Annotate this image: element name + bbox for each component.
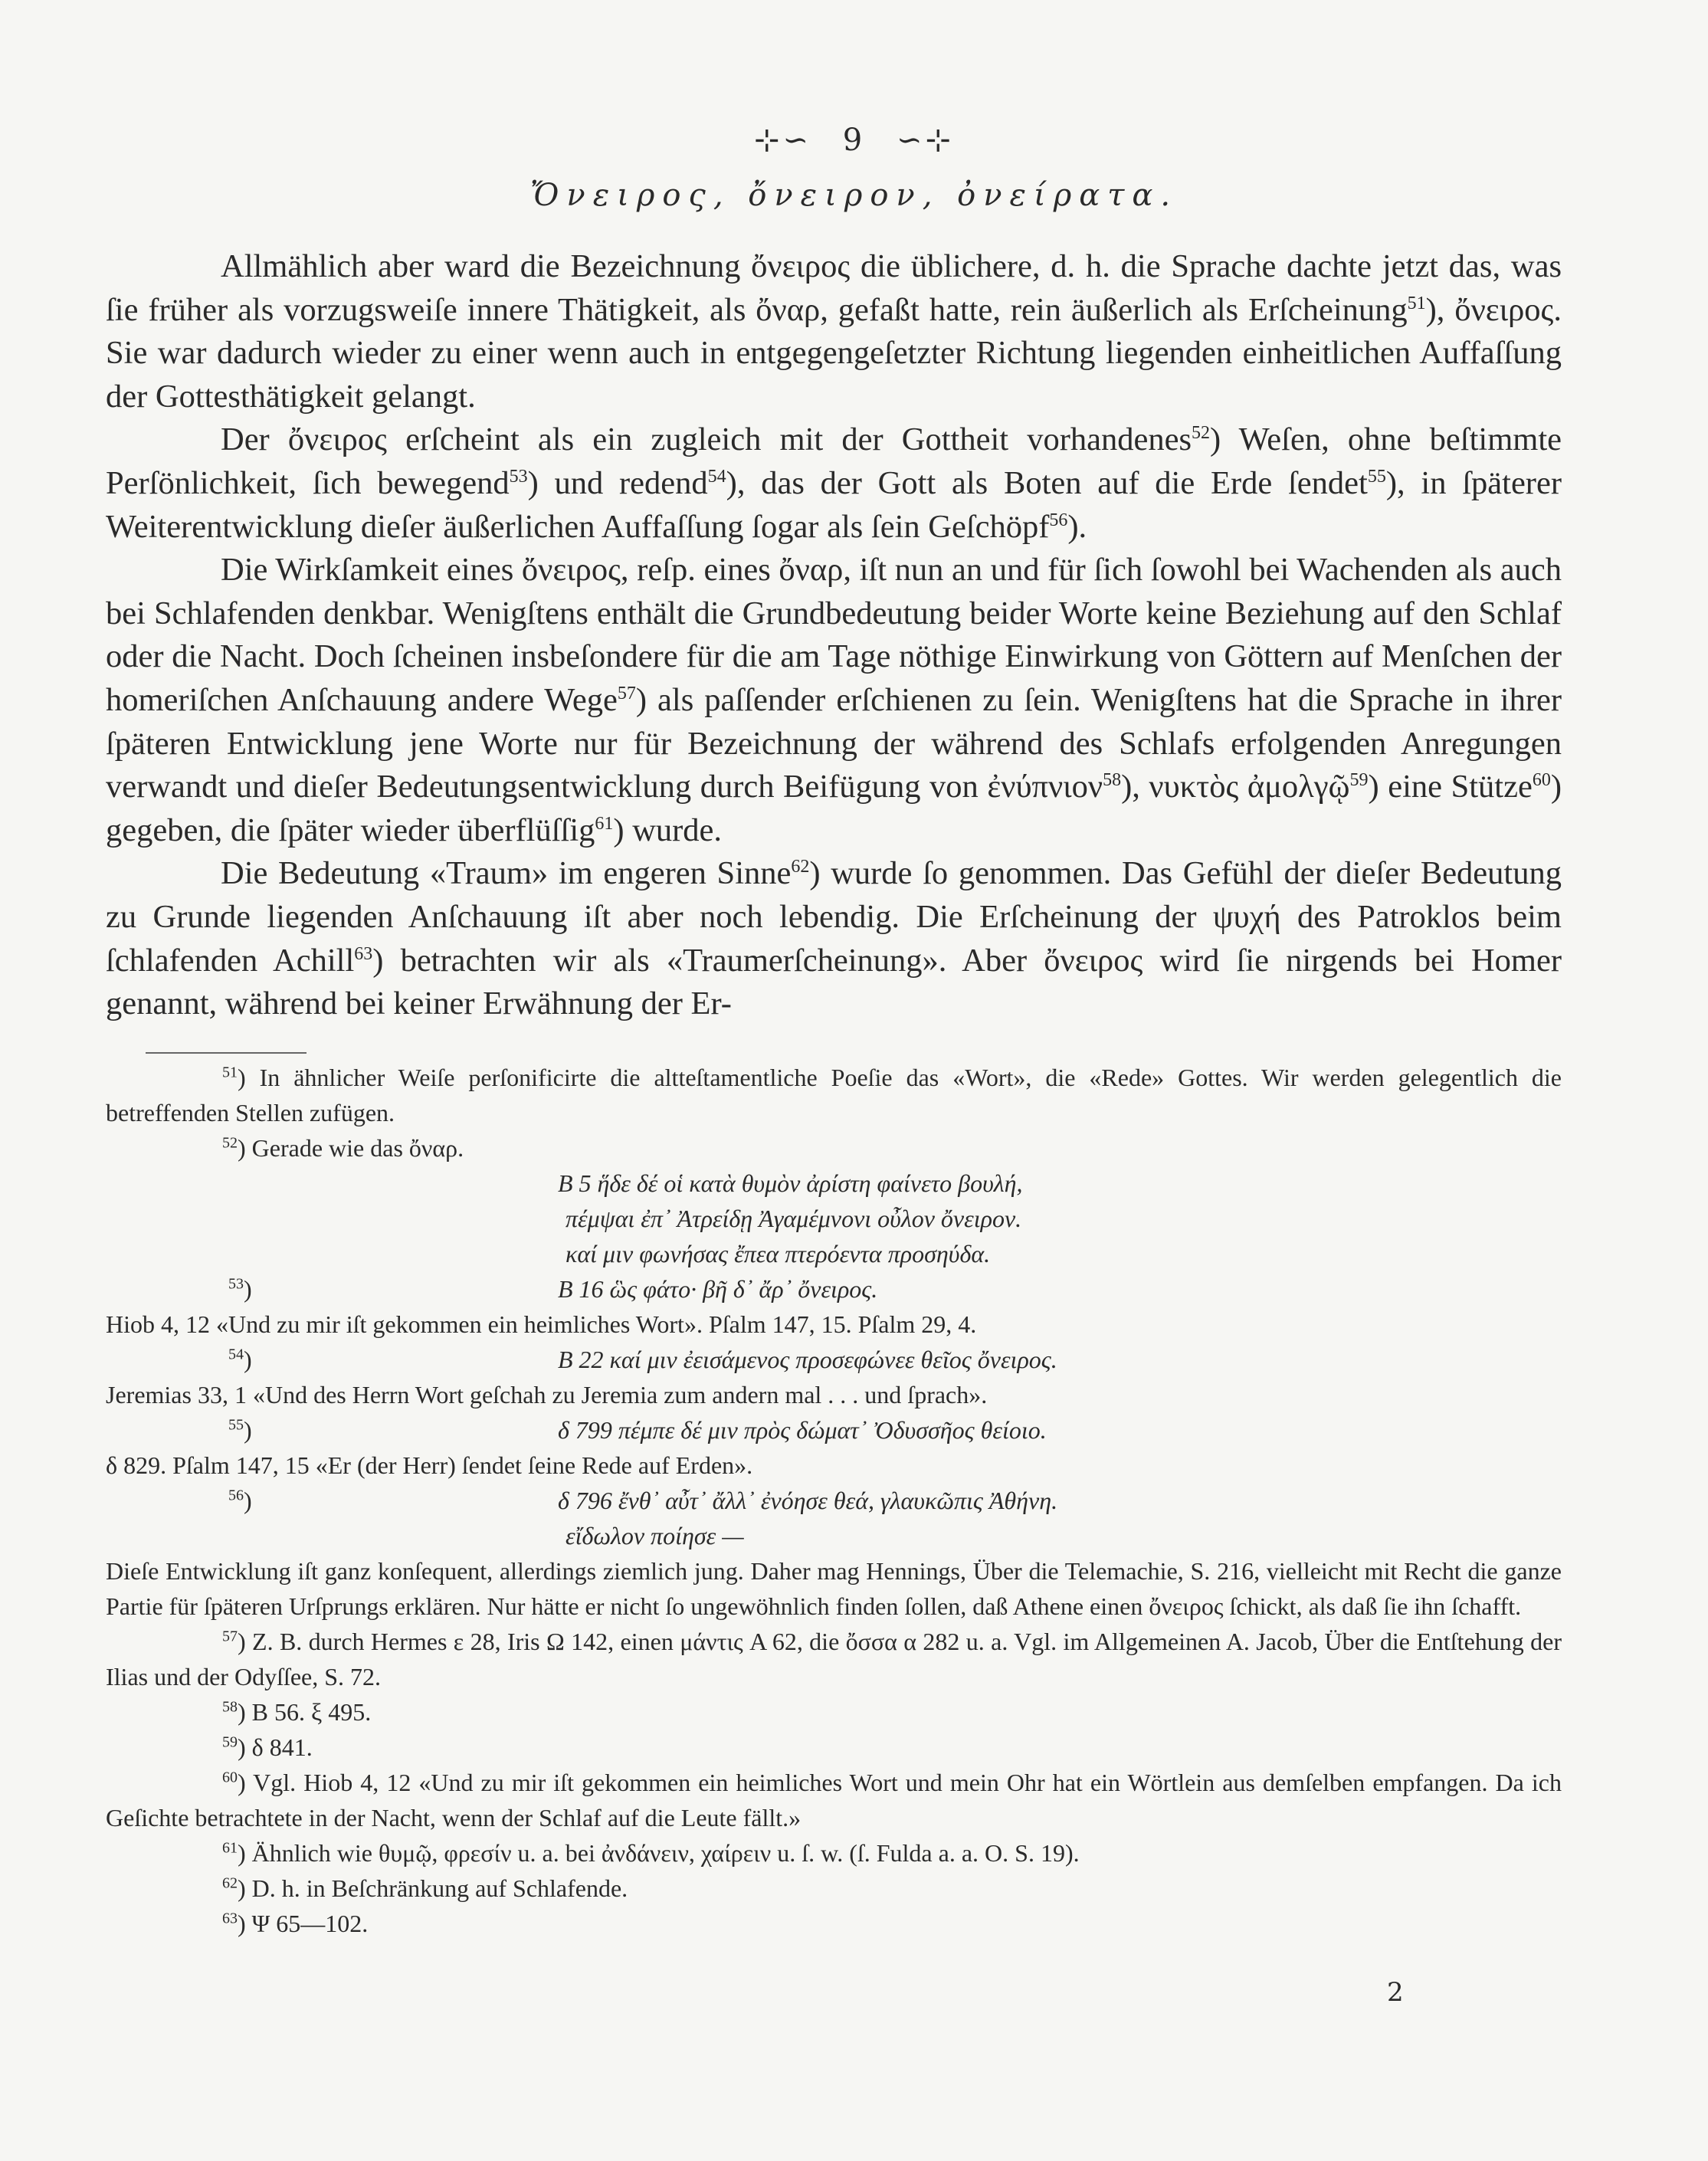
footnote-text: ) [244,1416,252,1444]
footnote-58 [106,1694,1562,1730]
text-run: ) wurde. [613,812,723,848]
text-run: ) und redend [527,464,708,501]
footnote-55 [106,1412,1562,1448]
footnote-text: ) Gerade wie das ὄναρ. [238,1134,464,1162]
footnote-ref-55[interactable]: 55 [1367,466,1386,487]
footnote-61 [106,1835,1562,1871]
footnote-60 [106,1765,1562,1835]
quote-line: πέμψαι ἐπ᾽ Ἀτρείδῃ Ἀγαμέμνονι οὖλον ὄνειρον. [566,1205,1022,1232]
footnote-ref-60[interactable]: 60 [1532,769,1551,790]
quote-line: B 22 καί μιν ἐεισάμενος προσεφώνεε θεῖος ὄνειρος. [558,1346,1057,1373]
quote-line: δ 799 πέμπε δέ μιν πρὸς δώματ᾽ Ὀδυσσῆος θείοιο. [558,1416,1047,1444]
paragraph-2 [106,418,1562,549]
text-run: ), ὄνειρος. Sie war dadurch wieder zu einer wenn auch in entgegengeſetzter Richtung liegenden einheitlichen Auffaſſung der Gottesthätigkeit gelangt. [106,291,1562,415]
footnote-number: 59 [222,1733,238,1751]
footnote-number: 53 [228,1275,244,1293]
footnote-text: ) [244,1346,252,1373]
footnote-ref-58[interactable]: 58 [1103,769,1122,790]
footnote-ref-63[interactable]: 63 [354,943,373,964]
footnote-number: 63 [222,1910,238,1927]
text-run: ) betrachten wir als «Traumerſcheinung». Aber ὄνειρος wird ſie nirgends bei Homer genannt, während bei keiner Erwähnung der Er- [106,942,1562,1022]
footnote-text: ) D. h. in Beſchränkung auf Schlafende. [238,1874,628,1902]
text-run: Die Bedeutung «Traum» im engeren Sinne [221,855,792,892]
text-run: Die Wirkſamkeit eines ὄνειρος, reſp. eines ὄναρ, iſt nun an und für ſich ſowohl bei Wachenden als auch bei Schlafenden denkbar. Wenigſtens enthält die Grundbedeutung beider Worte keine Beziehung auf den Schlaf oder die Nacht. Doch ſcheinen insbeſondere für die am Tage nöthige Einwirkung von Göttern auf Menſchen der homeriſchen Anſchauung andere Wege [106,552,1562,718]
footnote-label [106,1271,558,1307]
footnote-text: ) [244,1487,252,1514]
footnote-text: ) Ähnlich wie θυμῷ, φρεσίν u. a. bei ἀνδάνειν, χαίρειν u. ſ. w. (ſ. Fulda a. a. O. S. 19). [238,1839,1080,1867]
footnote-continuation: Hiob 4, 12 «Und zu mir iſt gekommen ein heimliches Wort». Pſalm 147, 15. Pſalm 29, 4. [106,1310,977,1338]
page-number: 9 [842,123,866,158]
footnote-62 [106,1871,1562,1906]
footnote-54 [106,1342,1562,1377]
page-header [0,123,1708,158]
footnote-56 [106,1483,1562,1518]
quote-line: B 16 ὣς φάτο· βῆ δ᾽ ἄρ᾽ ὄνειρος. [558,1275,878,1303]
text-run: ), das der Gott als Boten auf die Erde ſendet [726,464,1368,501]
footnote-ref-52[interactable]: 52 [1192,423,1211,444]
footnote-number: 62 [222,1874,238,1892]
text-run: ) Weſen, ohne beſtimmte Perſönlichkeit, ſich bewegend [106,421,1562,501]
footnote-63 [106,1906,1562,1941]
footnote-number: 56 [228,1487,244,1504]
footnote-ref-59[interactable]: 59 [1349,769,1369,790]
header-ornament-left: ⊹∽ [754,123,812,158]
text-run: ) gegeben, die ſpäter wieder überflüſſig [106,769,1562,848]
header-ornament-right: ∽⊹ [896,123,954,158]
quote-line: B 5 ἥδε δέ οἱ κατὰ θυμὸν ἀρίστη φαίνετο βουλή, [558,1169,1023,1197]
footnote-number: 54 [228,1346,244,1363]
text-run: ) eine Stütze [1368,769,1533,805]
text-run: ), in ſpäterer Weiterentwicklung dieſer äußerlichen Auffaſſung ſogar als ſein Geſchöpf [106,464,1562,545]
text-run: Allmählich aber ward die Bezeichnung ὄνειρος die üblichere, d. h. die Sprache dachte jetzt das, was ſie früher als vorzugsweiſe innere Thätigkeit, als ὄναρ, gefaßt hatte, rein äußerlich als Erſcheinung [106,248,1562,328]
paragraph-3 [106,549,1562,852]
footnotes [106,1060,1562,1941]
footnote-text: ) Ψ 65—102. [238,1910,369,1937]
footnote-59 [106,1730,1562,1765]
footnote-text: ) δ 841. [238,1733,313,1761]
footnote-continuation: δ 829. Pſalm 147, 15 «Er (der Herr) ſendet ſeine Rede auf Erden». [106,1451,753,1479]
footnote-57 [106,1624,1562,1694]
footnote-ref-53[interactable]: 53 [509,466,528,487]
footnote-label [106,1342,558,1377]
footnote-ref-57[interactable]: 57 [617,683,636,703]
section-title: Ὄνειρος, ὄνειρον, ὀνείρατα. [529,178,1179,213]
footnote-number: 57 [222,1628,238,1645]
footnote-ref-56[interactable]: 56 [1049,510,1068,530]
footnote-ref-51[interactable]: 51 [1407,293,1426,313]
signature-mark: 2 [1387,1977,1404,2008]
footnote-continuation: Jeremias 33, 1 «Und des Herrn Wort geſchah zu Jeremia zum andern mal . . . und ſprach». [106,1381,988,1408]
footnote-continuation: Dieſe Entwicklung iſt ganz konſequent, allerdings ziemlich jung. Daher mag Hennings, Über die Telemachie, S. 216, vielleicht mit Recht die ganze Partie für ſpäteren Urſprungs erklären. Nur hätte er nicht ſo ungewöhnlich finden ſollen, daß Athene einen ὄνειρος ſchickt, als daß ſie ihn ſchafft. [106,1557,1562,1620]
footnote-52 [106,1130,1562,1166]
footnote-text: ) In ähnlicher Weiſe perſonificirte die altteſtamentliche Poeſie das «Wort», die «Rede» Gottes. Wir werden gelegentlich die betreffenden Stellen zufügen. [106,1064,1562,1126]
footnote-number: 52 [222,1134,238,1152]
footnote-label [106,1483,558,1518]
text-run: ) wurde ſo genommen. Das Gefühl der dieſer Bedeutung zu Grunde liegenden Anſchauung iſt aber noch lebendig. Die Erſcheinung der ψυχή des Patroklos beim ſchlafenden Achill [106,855,1562,979]
paragraph-4 [106,852,1562,1025]
footnote-text: ) [244,1275,252,1303]
paragraph-1 [106,245,1562,418]
text-run: ) als paſſender erſchienen zu ſein. Wenigſtens hat die Sprache in ihrer ſpäteren Entwicklung jene Worte nur für Bezeichnung der während des Schlafs erfolgenden Anregungen verwandt und dieſer Bedeutungsentwicklung durch Beifügung von ἐνύπνιον [106,681,1562,805]
footnote-number: 51 [222,1064,238,1081]
footnote-number: 61 [222,1839,238,1857]
body-text [106,245,1562,1026]
footnote-number: 58 [222,1698,238,1716]
footnote-text: ) Vgl. Hiob 4, 12 «Und zu mir iſt gekommen ein heimliches Wort und mein Ohr hat ein Wörtlein aus demſelben empfangen. Da ich Geſichte betrachtete in der Nacht, wenn der Schlaf auf die Leute fällt.» [106,1769,1562,1831]
text-run: ). [1067,508,1087,545]
footnote-51 [106,1060,1562,1130]
text-run: ), νυκτὸς ἀμολγῷ [1121,769,1350,805]
text-run: Der ὄνειρος erſcheint als ein zugleich mit der Gottheit vorhandenes [221,421,1192,458]
quote-line: δ 796 ἔνθ᾽ αὖτ᾽ ἄλλ᾽ ἐνόησε θεά, γλαυκῶπις Ἀθήνη. [558,1487,1058,1514]
footnote-text: ) Z. B. durch Hermes ε 28, Iris Ω 142, einen μάντις A 62, die ὄσσα α 282 u. a. Vgl. im Allgemeinen A. Jacob, Über die Entſtehung der Ilias und der Odyſſee, S. 72. [106,1628,1562,1690]
footnote-separator [146,1052,307,1054]
footnote-ref-62[interactable]: 62 [791,857,810,877]
footnote-ref-61[interactable]: 61 [595,813,614,834]
footnote-text: ) B 56. ξ 495. [238,1698,372,1726]
footnote-number: 55 [228,1416,244,1434]
footnote-number: 60 [222,1769,238,1786]
footnote-ref-54[interactable]: 54 [707,466,726,487]
quote-line: καί μιν φωνήσας ἔπεα πτερόεντα προσηύδα. [566,1240,991,1267]
quote-line: εἴδωλον ποίησε — [566,1522,744,1549]
footnote-53 [106,1271,1562,1307]
footnote-label [106,1412,558,1448]
